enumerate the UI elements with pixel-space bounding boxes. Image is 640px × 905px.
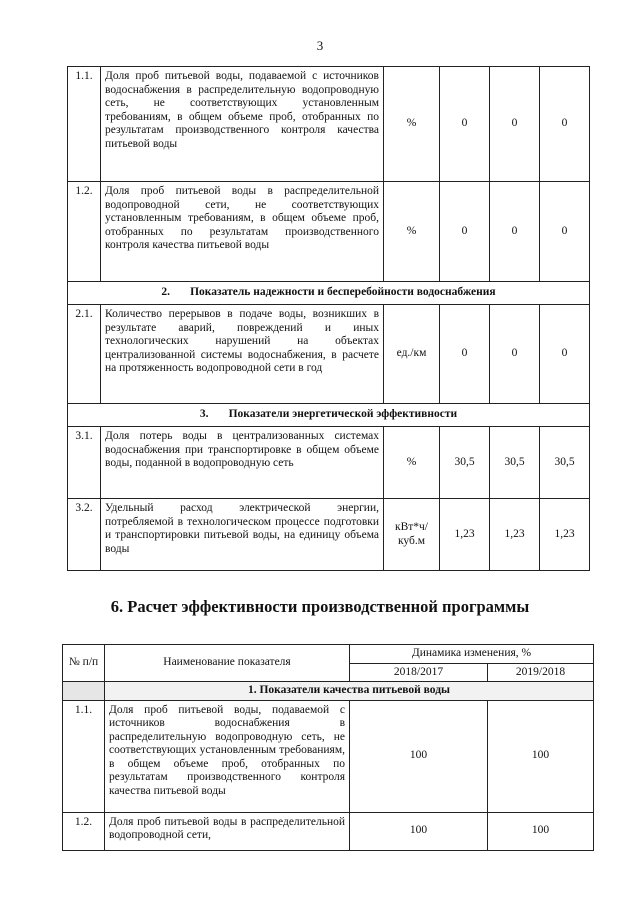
header-year: 2018/2017 — [350, 663, 488, 682]
row-number: 1.1. — [63, 700, 105, 812]
row-number: 1.1. — [68, 67, 101, 182]
value-cell: 0 — [490, 305, 540, 404]
section-row — [68, 404, 590, 427]
header-year: 2019/2018 — [488, 663, 594, 682]
section-heading: 6. Расчет эффективности производственной программы — [110, 597, 530, 616]
table-row — [63, 812, 594, 850]
row-number: 1.2. — [68, 182, 101, 282]
indicator-name: Доля проб питьевой воды в распределительной водопроводной сети, не соответствующих установленным требованиям, в общем объеме проб, отобранных по результатам производственного контроля качества питьевой воды — [101, 182, 384, 282]
value-cell: 0 — [440, 67, 490, 182]
header-number: № п/п — [63, 645, 105, 682]
value-cell: 100 — [488, 812, 594, 850]
section-row — [63, 682, 594, 701]
indicator-name: Доля проб питьевой воды, подаваемой с источников водоснабжения в распределительную водопроводную сеть, не соответствующих установленным требованиям, в общем объеме проб, отобранных по результатам производственного контроля качества питьевой воды — [101, 67, 384, 182]
section-title: 1. Показатели качества питьевой воды — [105, 682, 594, 701]
value-cell: 0 — [540, 305, 590, 404]
indicator-name: Доля потерь воды в централизованных системах водоснабжения при транспортировке в общем объеме воды, поданной в водопроводную сеть — [101, 427, 384, 499]
value-cell: 0 — [540, 67, 590, 182]
row-number: 3.2. — [68, 499, 101, 571]
indicator-name: Удельный расход электрической энергии, потребляемой в технологическом процессе подготовки и транспортировки питьевой воды, на единицу объема воды — [101, 499, 384, 571]
table-row — [68, 67, 590, 182]
indicator-name: Количество перерывов в подаче воды, возникших в результате аварий, повреждений и иных технологических нарушений на объектах централизованной системы водоснабжения, в расчете на протяженность водопроводной сети в год — [101, 305, 384, 404]
section-number: 3. — [199, 408, 209, 421]
value-cell: 0 — [490, 67, 540, 182]
value-cell: 1,23 — [440, 499, 490, 571]
value-cell: 100 — [350, 700, 488, 812]
efficiency-table — [62, 644, 594, 851]
unit-cell: кВт*ч/ куб.м — [384, 499, 440, 571]
table-row — [68, 305, 590, 404]
section-title: Показатели энергетической эффективности — [228, 408, 458, 421]
section-row — [68, 282, 590, 305]
value-cell: 30,5 — [490, 427, 540, 499]
value-cell: 1,23 — [540, 499, 590, 571]
value-cell: 0 — [540, 182, 590, 282]
header-name: Наименование показателя — [105, 645, 350, 682]
unit-cell: % — [384, 427, 440, 499]
table-row — [63, 700, 594, 812]
table-row — [68, 499, 590, 571]
unit-cell: % — [384, 182, 440, 282]
table-row — [68, 182, 590, 282]
unit-cell: ед./км — [384, 305, 440, 404]
section-title: Показатель надежности и бесперебойности водоснабжения — [190, 286, 496, 299]
header-row — [63, 645, 594, 664]
indicator-name: Доля проб питьевой воды, подаваемой с источников водоснабжения в распределительную водопроводную сеть, не соответствующих установленным требованиям, в общем объеме проб, отобранных по результатам производственного контроля качества питьевой воды — [105, 700, 350, 812]
table-row — [68, 427, 590, 499]
section-number: 2. — [161, 286, 170, 299]
value-cell: 30,5 — [540, 427, 590, 499]
value-cell: 1,23 — [490, 499, 540, 571]
row-number: 3.1. — [68, 427, 101, 499]
unit-cell: % — [384, 67, 440, 182]
value-cell: 30,5 — [440, 427, 490, 499]
value-cell: 100 — [488, 700, 594, 812]
value-cell: 100 — [350, 812, 488, 850]
row-number: 1.2. — [63, 812, 105, 850]
value-cell: 0 — [440, 305, 490, 404]
row-number: 2.1. — [68, 305, 101, 404]
header-dynamics: Динамика изменения, % — [350, 645, 594, 664]
page-number: 3 — [316, 38, 324, 53]
value-cell: 0 — [440, 182, 490, 282]
value-cell: 0 — [490, 182, 540, 282]
indicators-table — [67, 66, 590, 571]
indicator-name: Доля проб питьевой воды в распределительной водопроводной сети, — [105, 812, 350, 850]
